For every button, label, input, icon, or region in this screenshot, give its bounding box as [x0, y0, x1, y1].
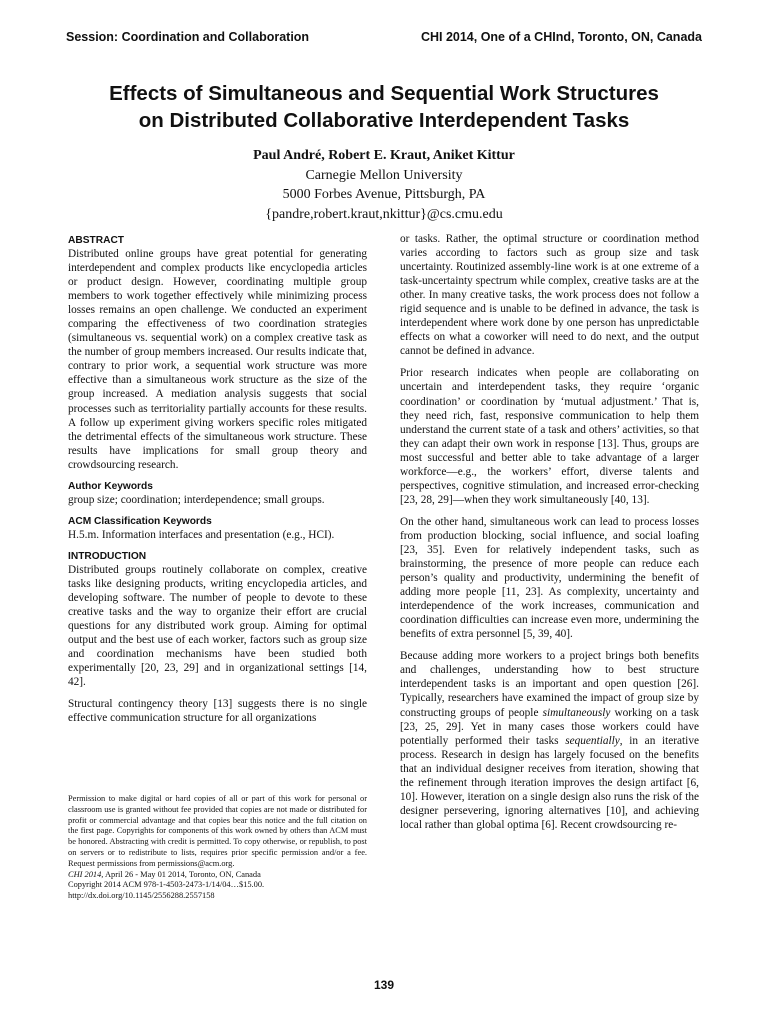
doi-link[interactable]: http://dx.doi.org/10.1145/2556288.2557158: [68, 891, 215, 901]
left-column: [68, 232, 367, 733]
title-line-2: on Distributed Collaborative Interdependent Tasks: [138, 109, 630, 132]
address: 5000 Forbes Avenue, Pittsburgh, PA: [282, 187, 486, 202]
abstract-heading: ABSTRACT: [68, 235, 125, 246]
introduction-paragraph-2: Structural contingency theory [13] suggests there is no single effective communication structure for all organizations: [68, 698, 367, 725]
p4-part-c: , in an iterative process. Research in design has largely focused on the benefits that an individual designer receives from iteration, showing that the refinement through iteration improves the design artifact [6, 10]. However, iteration on a single design also runs the risk of the designer persevering, ignoring alternatives [10], and achieving local rather than global optima [6]. Recent crowdsourcing re-: [400, 734, 699, 831]
author-keywords-text: group size; coordination; interdependence; small groups.: [68, 493, 325, 506]
right-paragraph-4: [400, 649, 699, 832]
right-column: [400, 232, 699, 840]
venue-name: CHI 2014,: [68, 869, 104, 879]
paper-title: [40, 80, 728, 134]
author-block: [40, 146, 728, 224]
venue-dates: April 26 - May 01 2014, Toronto, ON, Canada: [103, 869, 261, 879]
p4-emphasis-1: simultaneously: [542, 706, 611, 719]
author-names: Paul André, Robert E. Kraut, Aniket Kittur: [253, 148, 515, 163]
p4-part-a: Because adding more workers to a project brings both benefits and challenges, understanding how to best structure interdependent tasks is an important and open question [26]. Typically, researchers have examined the impact of group size by constructing groups of people: [400, 650, 699, 719]
abstract-text: Distributed online groups have great potential for generating interdependent and complex products like encyclopedia articles or product design. However, coordinating multiple group members to work together effectively while minimizing process losses remains an open challenge. We conducted an experiment comparing the effectiveness of two coordination strategies (simultaneous vs. sequential work) on a complex creative task as the number of group members increased. Our results indicate that, contrary to prior work, a sequential work structure was more effective than a simultaneous work structure as the size of the group increased. A mediation analysis suggests that social processes such as territoriality partially accounts for these results. A follow up experiment giving workers specific roles mitigated the detrimental effects of the simultaneous work structure. These results have implications for small group theory and crowdsourcing research.: [68, 248, 367, 471]
introduction-paragraph-1: Distributed groups routinely collaborate on complex, creative tasks like designing products, writing encyclopedia articles, and developing software. The number of people to devote to these creative tasks and the way to organize their effort are crucial questions for any distributed work group. Aiming for optimal output and the best use of each worker, factors such as group size and coordination mechanisms have been studied both experimentally [20, 23, 29] and in organizational settings [14, 42].: [68, 563, 367, 689]
copyright-line: Copyright 2014 ACM 978-1-4503-2473-1/14/04…$15.00.: [68, 880, 265, 890]
p4-part-b: working on a task [23, 25, 29]. Yet in many cases those workers could have potentially performed their tasks: [400, 706, 699, 747]
acm-keywords-text: H.5.m. Information interfaces and presentation (e.g., HCI).: [68, 528, 335, 541]
right-paragraph-1: or tasks. Rather, the optimal structure or coordination method varies according to factors such as group size and task uncertainty. Routinized assembly-line work is at one extreme of a task-uncertainty spectrum while complex, creative tasks are at the other. In many creative tasks, the work process does not follow a rigid sequence and is unable to be defined in advance, the task is interdependent where work done by one person has unpredictable effects on what a coworker will need to do next, and the output cannot be defined in advance.: [400, 233, 699, 358]
right-paragraph-3: On the other hand, simultaneous work can lead to process losses from production blocking, social influence, and social loafing [23, 35]. Even for relatively independent tasks, such as brainstorming, the presence of more people can reduce each person’s quality and productivity, undermining the benefit of adding more people [11, 23]. As complexity, uncertainty and interdependence of the work increases, communication and coordination difficulties can increase even more, undermining the benefits of extra personnel [5, 39, 40].: [400, 515, 699, 641]
session-label: Session: Coordination and Collaboration: [66, 30, 310, 44]
permission-text: Permission to make digital or hard copies of all or part of this work for personal or classroom use is granted without fee provided that copies are not made or distributed for profit or commercial advantage and that copies bear this notice and the full citation on the first page. Copyrights for components of this work owned by others than ACM must be honored. Abstracting with credit is permitted. To copy otherwise, or republish, to post on servers or to redistribute to lists, requires prior specific permission and/or a fee. Request permissions from permissions@acm.org.: [68, 794, 367, 868]
conference-label: CHI 2014, One of a CHInd, Toronto, ON, Canada: [420, 30, 702, 44]
right-paragraph-2: Prior research indicates when people are collaborating on uncertain and interdependent tasks, they require ‘organic coordination’ or coordination by ‘mutual adjustment.’ That is, they need rich, fast, responsive communication to help them understand the current state of a task and others’ activities, so that they can adapt their own work in response [13]. Thus, groups are most successful and better able to take advantage of a larger workforce—e.g., the workers’ effort, diverse talents and perspectives, cognitive stimulation, and increased error-checking [23, 28, 29]—when they work simultaneously [40, 13].: [400, 367, 699, 506]
title-line-1: Effects of Simultaneous and Sequential Work Structures: [109, 82, 659, 105]
author-keywords-heading: Author Keywords: [68, 480, 153, 492]
p4-emphasis-2: sequentially: [565, 734, 620, 747]
permission-notice: [68, 794, 367, 902]
introduction-heading: INTRODUCTION: [68, 550, 147, 562]
venue-line: [68, 870, 367, 881]
page-number: 139: [373, 978, 395, 992]
running-header: [66, 30, 702, 48]
acm-keywords-heading: ACM Classification Keywords: [68, 515, 212, 527]
author-email: {pandre,robert.kraut,nkittur}@cs.cmu.edu: [265, 206, 503, 222]
affiliation: Carnegie Mellon University: [305, 167, 463, 183]
